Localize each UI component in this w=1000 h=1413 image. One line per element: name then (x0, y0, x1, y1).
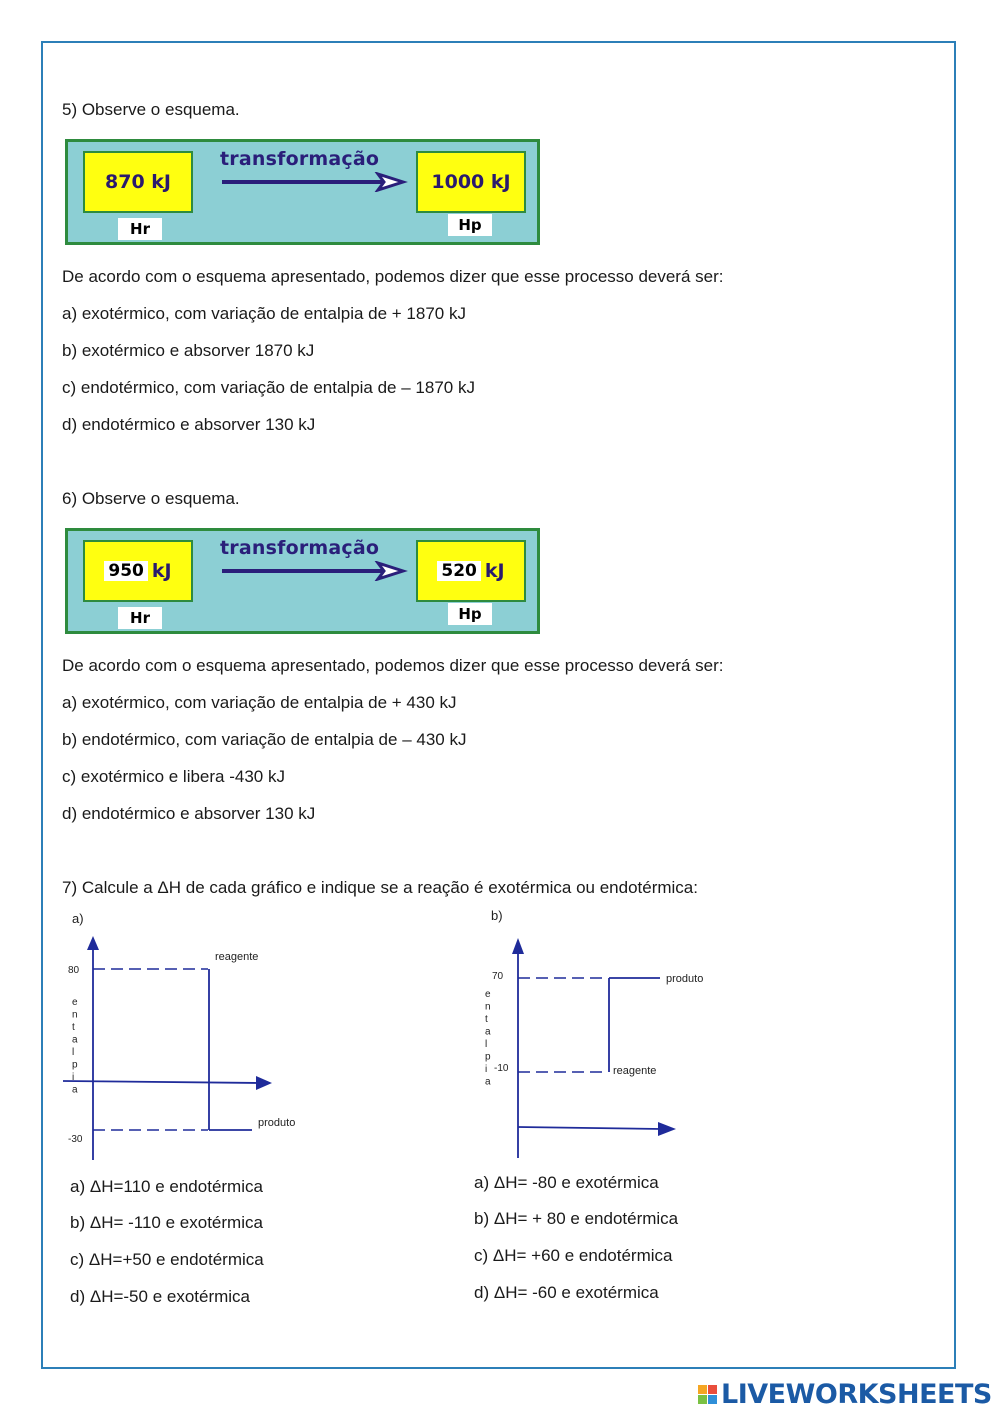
q6-option-a[interactable]: a) exotérmico, com variação de entalpia de + 430 kJ (62, 693, 457, 712)
chart-a-tick-80: 80 (68, 965, 80, 976)
q6-title: 6) Observe o esquema. (62, 489, 240, 508)
q5-arrow-label: transformação (220, 148, 380, 170)
chart-a-x-arrow-icon (256, 1076, 272, 1090)
q5-hr-value: 870 kJ (83, 151, 193, 213)
ylabel-letter: t (72, 1022, 75, 1033)
q7b-option-a[interactable]: a) ΔH= -80 e exotérmica (474, 1173, 659, 1192)
chart-b-y-arrow-icon (512, 938, 524, 954)
chart-b-reagente-label: reagente (613, 1065, 657, 1077)
q7a-option-c[interactable]: c) ΔH=+50 e endotérmica (70, 1250, 264, 1269)
chart-a-tick-minus30: -30 (68, 1134, 83, 1145)
q5-arrow-icon (218, 172, 408, 192)
logo-grid-icon (698, 1385, 717, 1404)
ylabel-letter: a (72, 1084, 78, 1096)
enthalpy-chart-b (470, 930, 730, 1165)
ylabel-letter: a (485, 1076, 491, 1088)
q5-prompt: De acordo com o esquema apresentado, podemos dizer que esse processo deverá ser: (62, 267, 724, 286)
ylabel-letter: a (485, 1026, 491, 1038)
ylabel-letter: l (72, 1047, 75, 1058)
ylabel-letter: i (485, 1064, 488, 1075)
q6-hp-value (416, 540, 526, 602)
q5-option-b[interactable]: b) exotérmico e absorver 1870 kJ (62, 341, 315, 360)
chart-b-tick-70: 70 (492, 971, 504, 982)
chart-b-produto-label: produto (666, 973, 704, 985)
q6-option-b[interactable]: b) endotérmico, com variação de entalpia de – 430 kJ (62, 730, 467, 749)
q7a-option-d[interactable]: d) ΔH=-50 e exotérmica (70, 1287, 251, 1306)
q7b-option-d[interactable]: d) ΔH= -60 e exotérmica (474, 1283, 659, 1302)
chart-b-x-arrow-icon (658, 1122, 676, 1136)
q6-hp-tag: Hp (448, 603, 492, 625)
ylabel-letter: a (72, 1034, 78, 1046)
q7a-option-a[interactable]: a) ΔH=110 e endotérmica (70, 1177, 263, 1196)
q5-hr-tag: Hr (118, 218, 162, 240)
ylabel-letter: i (72, 1072, 75, 1083)
q6-arrow-label: transformação (220, 537, 380, 559)
q7b-option-b[interactable]: b) ΔH= + 80 e endotérmica (474, 1209, 679, 1228)
q6-option-d[interactable]: d) endotérmico e absorver 130 kJ (62, 804, 316, 823)
q6-prompt: De acordo com o esquema apresentado, podemos dizer que esse processo deverá ser: (62, 656, 724, 675)
chart-b-tick-minus10: -10 (494, 1063, 509, 1074)
liveworksheets-logo (698, 1378, 992, 1410)
q6-hr-number: 950 (104, 561, 148, 581)
q5-hp-tag: Hp (448, 214, 492, 236)
q5-option-a[interactable]: a) exotérmico, com variação de entalpia de + 1870 kJ (62, 304, 466, 323)
graph-b-label: b) (491, 908, 503, 923)
q5-title: 5) Observe o esquema. (62, 100, 240, 119)
q6-hr-unit: kJ (151, 560, 172, 582)
q7b-option-c[interactable]: c) ΔH= +60 e endotérmica (474, 1246, 673, 1265)
ylabel-letter: n (485, 1001, 491, 1013)
graph-a-label: a) (72, 911, 84, 926)
q6-hr-value (83, 540, 193, 602)
q6-hp-unit: kJ (484, 560, 505, 582)
ylabel-letter: p (72, 1059, 78, 1071)
q6-option-c[interactable]: c) exotérmico e libera -430 kJ (62, 767, 285, 786)
q6-hp-number: 520 (437, 561, 481, 581)
chart-a-reagente-label: reagente (215, 951, 259, 963)
q7-title: 7) Calcule a ΔH de cada gráfico e indique se a reação é exotérmica ou endotérmica: (62, 878, 698, 897)
q5-scheme (65, 139, 540, 245)
ylabel-letter: e (72, 997, 78, 1008)
ylabel-letter: e (485, 989, 491, 1000)
ylabel-letter: p (485, 1051, 491, 1063)
ylabel-letter: l (485, 1039, 488, 1050)
chart-a-produto-label: produto (258, 1117, 296, 1129)
ylabel-letter: n (72, 1009, 78, 1021)
chart-b-x-axis (518, 1127, 662, 1129)
q5-option-c[interactable]: c) endotérmico, com variação de entalpia de – 1870 kJ (62, 378, 475, 397)
q5-option-d[interactable]: d) endotérmico e absorver 130 kJ (62, 415, 316, 434)
ylabel-letter: t (485, 1014, 488, 1025)
q5-hp-value: 1000 kJ (416, 151, 526, 213)
chart-a-y-arrow-icon (87, 936, 99, 950)
enthalpy-chart-a (60, 930, 320, 1165)
logo-text: LIVEWORKSHEETS (721, 1378, 992, 1410)
q6-hr-tag: Hr (118, 607, 162, 629)
chart-b-ylabel (485, 989, 491, 1088)
q7a-option-b[interactable]: b) ΔH= -110 e exotérmica (70, 1213, 263, 1232)
q6-arrow-icon (218, 561, 408, 581)
q6-scheme (65, 528, 540, 634)
